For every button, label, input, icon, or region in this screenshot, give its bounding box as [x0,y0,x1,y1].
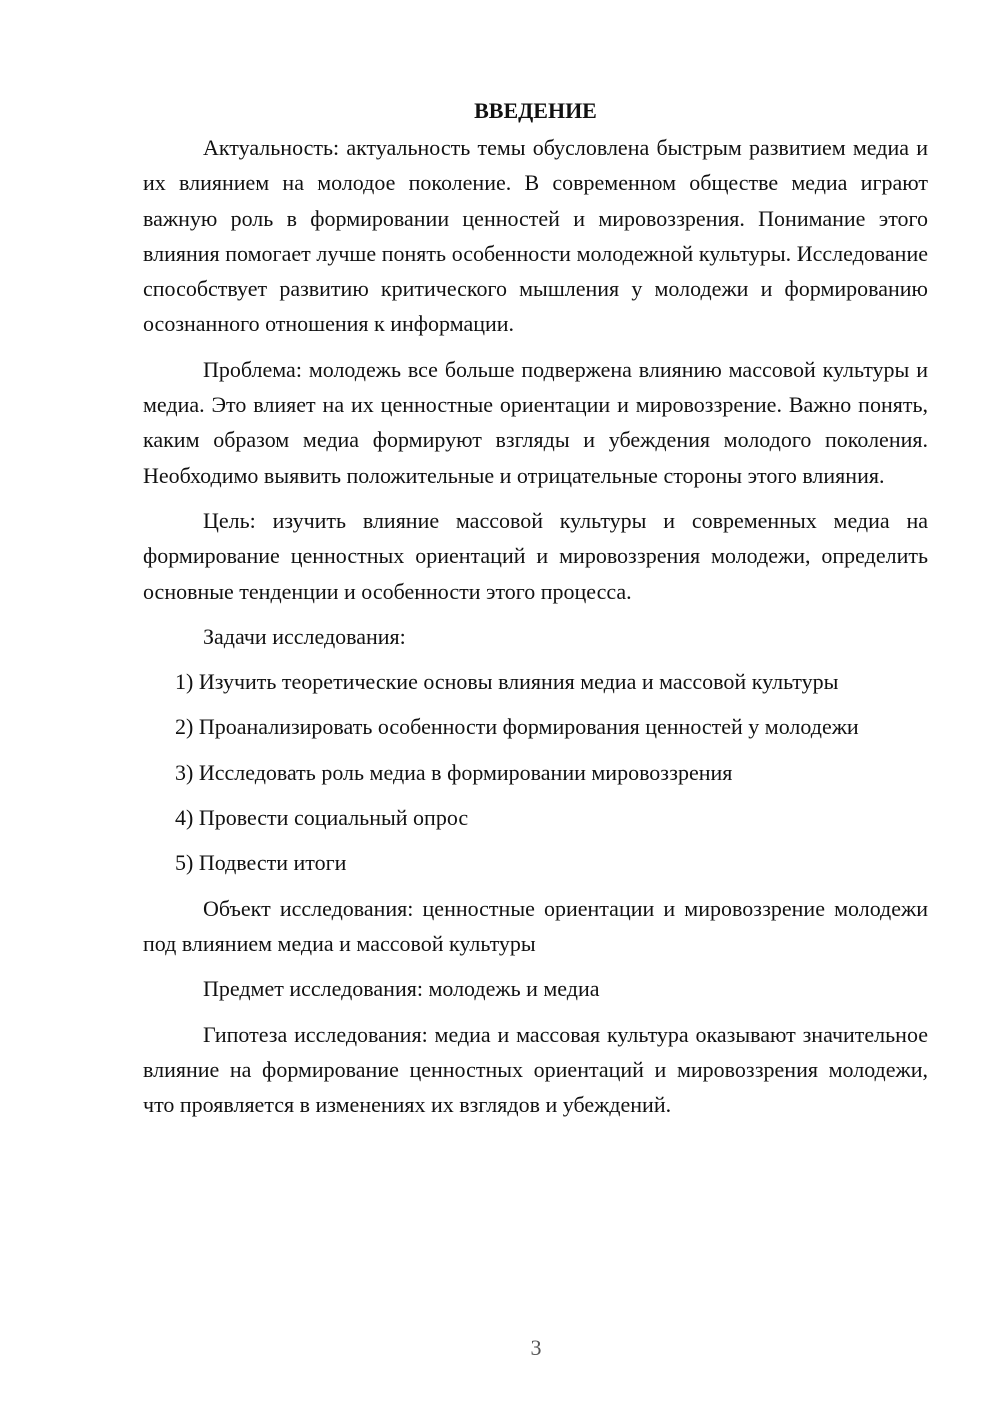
paragraph-problem: Проблема: молодежь все больше подвержена влиянию массовой культуры и медиа. Это влияет на их ценностные ориентации и мировоззрение. Важно понять, каким образом медиа формируют взгляды и убеждения молодого поколения. Необходимо выявить положительные и отрицательные стороны этого влияния. [143,356,928,488]
task-item-3: 3) Исследовать роль медиа в формировании мировоззрения [175,759,733,785]
paragraph-goal: Цель: изучить влияние массовой культуры и современных медиа на формирование ценностных ориентаций и мировоззрения молодежи, определить основные тенденции и особенности этого процесса. [143,507,928,604]
paragraph-object: Объект исследования: ценностные ориентации и мировоззрение молодежи под влиянием медиа и массовой культуры [143,895,928,956]
task-item-4: 4) Провести социальный опрос [175,805,469,831]
task-item-5: 5) Подвести итоги [175,850,347,876]
tasks-heading: Задачи исследования: [203,623,406,649]
task-item-1: 1) Изучить теоретические основы влияния медиа и массовой культуры [175,669,839,695]
section-title: ВВЕДЕНИЕ [474,98,597,123]
paragraph-subject: Предмет исследования: молодежь и медиа [203,976,600,1002]
task-item-2: 2) Проанализировать особенности формирования ценностей у молодежи [175,714,859,740]
paragraph-relevance: Актуальность: актуальность темы обусловлена быстрым развитием медиа и их влиянием на молодое поколение. В современном обществе медиа играют важную роль в формировании ценностей и мировоззрения. Понимание этого влияния помогает лучше понять особенности молодежной культуры. Исследование способствует развитию критического мышления у молодежи и формированию осознанного отношения к информации. [143,135,928,337]
page-content [143,96,928,1132]
page-number: 3 [530,1335,542,1360]
paragraph-hypothesis: Гипотеза исследования: медиа и массовая культура оказывают значительное влияние на формирование ценностных ориентаций и мировоззрения молодежи, что проявляется в изменениях их взглядов и убеждений. [143,1021,928,1118]
